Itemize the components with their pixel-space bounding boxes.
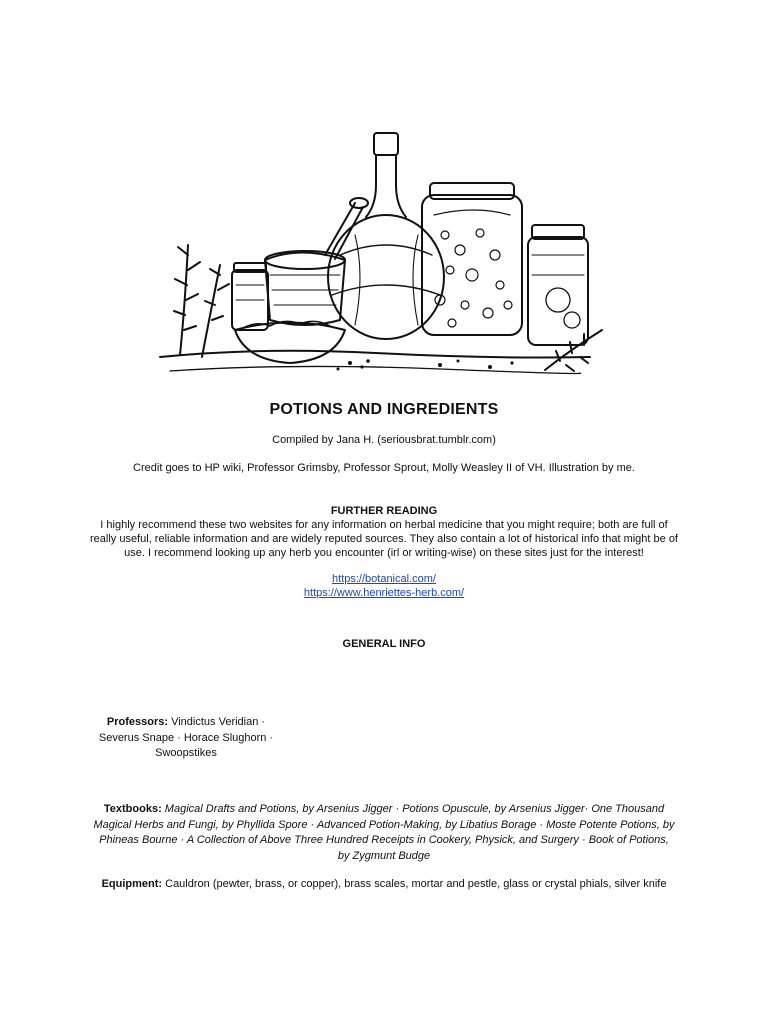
equipment-text: Cauldron (pewter, brass, or copper), brass scales, mortar and pestle, glass or crystal phials, silver knife xyxy=(162,878,667,890)
textbooks-label: Textbooks: xyxy=(103,803,162,815)
textbooks-paragraph xyxy=(92,802,676,864)
botanical-link[interactable]: https://botanical.com/ xyxy=(332,573,436,585)
professors-paragraph xyxy=(88,715,284,762)
professors-label: Professors: xyxy=(106,716,169,728)
general-info-heading: GENERAL INFO xyxy=(342,638,426,650)
further-reading-body: I highly recommend these two websites for any information on herbal medicine that you might require; both are full of really useful, reliable information and are widely reputed sources. They also contain a lot of historical info that might be of use. I recommend looking up any herb you encounter (irl or writing-wise) on these sites just for the interest! xyxy=(89,519,678,559)
professors-text: Vindictus Veridian · Severus Snape · Horace Slughorn · Swoopstikes xyxy=(98,716,274,759)
potion-ingredients-illustration xyxy=(140,125,610,387)
compiled-by-line: Compiled by Jana H. (seriousbrat.tumblr.com) xyxy=(272,434,496,446)
equipment-label: Equipment: xyxy=(101,878,163,890)
equipment-paragraph xyxy=(96,877,672,893)
page-title: POTIONS AND INGREDIENTS xyxy=(269,401,499,418)
henriettes-herb-link[interactable]: https://www.henriettes-herb.com/ xyxy=(303,587,465,599)
textbooks-text: Magical Drafts and Potions, by Arsenius Jigger · Potions Opuscule, by Arsenius Jigger· One Thousand Magical Herbs and Fungi, by Phyllida Spore · Advanced Potion-Making, by Libatius Borage · Moste Potente Potions, by Phineas Bourne · A Collection of Above Three Hundred Receipts in Cookery, Physick, and Surgery · Book of Potions, by Zygmunt Budge xyxy=(93,803,675,862)
further-reading-heading: FURTHER READING xyxy=(330,505,438,517)
further-reading-links xyxy=(80,572,688,600)
credit-line: Credit goes to HP wiki, Professor Grimsby, Professor Sprout, Molly Weasley II of VH. Illustration by me. xyxy=(133,462,635,474)
